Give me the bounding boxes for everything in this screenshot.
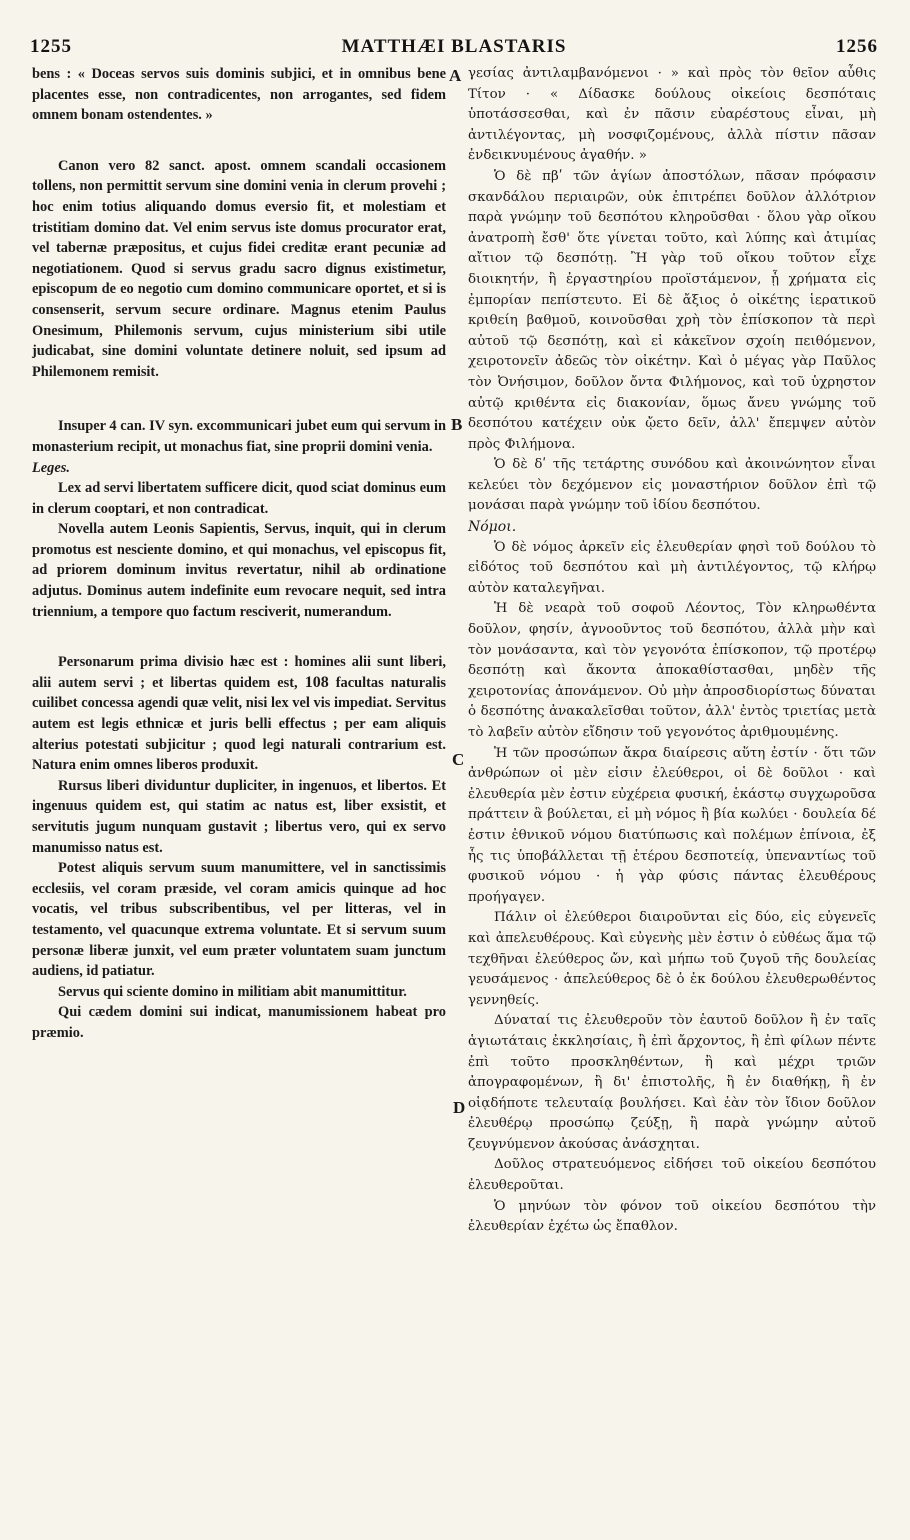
section-marker-d: D bbox=[453, 1098, 466, 1117]
greek-paragraph: Ὁ δὲ δʹ τῆς τετάρτης συνόδου καὶ ἀκοινώνητον εἶναι κελεύει τὸν δεχόμενον εἰς μοναστήριον δοῦλον ἐπὶ τῷ μονάσαι παρὰ γνώμην τοῦ ἰδίου δεσπότου. bbox=[468, 457, 876, 514]
reference-number: 108 bbox=[304, 673, 329, 691]
greek-paragraph: γεσίας ἀντιλαμβανόμενοι · » καὶ πρὸς τὸν θεῖον αὖθις Τίτον · « Δίδασκε δούλους οἰκείοις δεσπόταις ὑποτάσσεσθαι, καὶ ἐν πᾶσιν εὐαρέστους εἶναι, μὴ ἀντιλέγοντας, μὴ νοσφιζομένους, ἀλλὰ πίστιν πᾶσαν ἐνδεικνυμένους ἀγαθήν. » bbox=[468, 66, 876, 164]
latin-paragraph: Potest aliquis servum suum manumittere, vel in sanctissimis ecclesiis, vel coram præside, vel coram amicis quinque ad hoc vocatis, vel tribus subscribentibus, vel per litteras, vel in testamento, vel quacunque extrema voluntate. Et si servum suum personæ liberæ junxit, vel eum præter voluntatem suam junctum audiens, id patiatur. bbox=[32, 860, 446, 980]
latin-paragraph: Rursus liberi dividuntur dupliciter, in ingenuos, et libertos. Et ingenuus quidem est, qui statim ac natus est, liber exsistit, et servitutis jugum nunquam gustavit ; libertus vero, qui ex servo manumisso natus est. bbox=[32, 777, 446, 856]
section-heading-nomoi: Νόμοι. bbox=[468, 519, 517, 536]
greek-paragraph: Ὁ δὲ πβʹ τῶν ἁγίων ἀποστόλων, πᾶσαν πρόφασιν σκανδάλου περιαιρῶν, οὐκ ἐπιτρέπει δοῦλον ἀλλότριον παρὰ γνώμην τοῦ δεσπότου κληροῦσθαι · ὅλου γὰρ οἴκου ἀνατροπὴ ἔσθ' ὅτε γίνεται τοῦτο, καὶ λύπης καὶ ἀτιμίας αἴτιον τῷ δεσπότῃ. Ἢ γὰρ τοῦ οἴκου τοῦτον εἶχε διοικητήν, ἢ ἐργαστηρίου προϊστάμενον, ᾗ χρήματα εἰς ἐμπορίαν πεπίστευτο. Εἰ δὲ ἄξιος ὁ οἰκέτης ἱερατικοῦ κριθείη βαθμοῦ, κοινοῦσθαι χρὴ τὸν ἐπίσκοπον τὰ περὶ αὐτοῦ τῷ δεσπότῃ, καὶ εἰ κἀκεῖνον σχοίη πειθόμενον, χειροτονεῖν ἀδεῶς τὸν οἰκέτην. Καὶ ὁ μέγας γὰρ Παῦλος τὸν Ὀνήσιμον, δοῦλον ὄντα Φιλήμονος, καὶ τοῦ ὑχρηστον αὐτῷ κριθέντα εἰς διακονίαν, ὅμως ἄνευ γνώμης τοῦ δεσπότου κατέχειν οὐκ ᾤετο δεῖν, ἀλλ' ἔπεμψεν αὐτὸν πρὸς Φιλήμονα. bbox=[468, 168, 876, 452]
page-header bbox=[30, 36, 878, 62]
latin-paragraph: bens : « Doceas servos suis dominis subjici, et in omnibus bene placentes esse, non contradicentes, non arrogantes, sed fidem omnem bonam ostendentes. » bbox=[32, 66, 446, 124]
running-title: MATTHÆI BLASTARIS bbox=[341, 36, 567, 57]
greek-paragraph: Ὁ μηνύων τὸν φόνον τοῦ οἰκείου δεσπότου τὴν ἐλευθερίαν ἐχέτω ὡς ἔπαθλον. bbox=[468, 1198, 876, 1235]
latin-text: Personarum prima divisio hæc est : homines alii sunt liberi, alii autem servi ; et libertas quidem est, bbox=[32, 654, 446, 691]
section-heading-leges: Leges. bbox=[32, 459, 70, 476]
latin-paragraph: Servus qui sciente domino in militiam abit manumittitur. bbox=[58, 983, 407, 1000]
section-marker-a: A bbox=[449, 66, 462, 85]
latin-column bbox=[32, 64, 446, 1044]
latin-paragraph: Lex ad servi libertatem sufficere dicit, quod sciat dominus eum in clerum cooptari, et non contradicat. bbox=[32, 480, 446, 517]
greek-paragraph: Δοῦλος στρατευόμενος εἰδήσει τοῦ οἰκείου δεσπότου ἐλευθεροῦται. bbox=[468, 1157, 876, 1194]
greek-paragraph: Ἡ δὲ νεαρὰ τοῦ σοφοῦ Λέοντος, Τὸν κληρωθέντα δοῦλον, φησίν, ἀγνοοῦντος τοῦ δεσπότου, ἀλλὰ μὴν καὶ τὸν μονάσαντα, καὶ τὸν γεγονότα ἐπίσκοπον, τῷ προτέρῳ δεσπότῃ καὶ ἄκοντα ἀποκαθίστασθαι, μηδὲν τῆς χειροτονίας ἀπονάμενον. Οὐ μὴν ἀπροσδιορίστως δύναται ὁ δεσπότης ἀνακαλεῖσθαι τοῦτον, ἀλλ' ἐντὸς τριετίας μετὰ τὸ λαβεῖν αὐτὸν εἴδησιν τοῦ γεγονότος ἀριθμουμένης. bbox=[468, 601, 876, 740]
greek-paragraph: Πάλιν οἱ ἐλεύθεροι διαιροῦνται εἰς δύο, εἰς εὐγενεῖς καὶ ἀπελευθέρους. Καὶ εὐγενὴς μὲν ἐστιν ὁ εὐθέως ἅμα τῷ τεχθῆναι ἐλεύθερος ὤν, καὶ μήπω τοῦ ζυγοῦ τῆς δουλείας γευσάμενος · ἀπελεύθερος δὲ ὁ ἐκ δούλου ἐλευθερωθέντος γεννηθείς. bbox=[468, 910, 876, 1008]
latin-paragraph: Canon vero 82 sanct. apost. omnem scandali occasionem tollens, non permittit servum sine domini venia in clerum provehi ; hoc enim totius aliquando domus eversio fit, et molestiam et tristitiam domino dat. Vel enim servus iste domus procurator erat, vel tabernæ præpositus, et cujus fidei creditæ erant pecuniæ ad negotiationem. Quod si servus gradu sacro dignus existimetur, episcopum de eo negotio cum domino communicare oportet, et si is consenserit, servum secure ordinare. Magnus etenim Paulus Onesimum, Philemonis servum, cujus ministerium sibi utile judicabat, sine domini voluntate detinere noluit, sed ipsum ad Philemonem remisit. bbox=[32, 157, 446, 380]
latin-paragraph: Insuper 4 can. IV syn. excommunicari jubet eum qui servum in monasterium recipit, ut monachus fiat, sine proprii domini venia. bbox=[32, 418, 446, 455]
section-marker-c: C bbox=[452, 750, 465, 769]
latin-paragraph: Novella autem Leonis Sapientis, Servus, inquit, qui in clerum promotus est nesciente domino, et qui monachus, vel episcopus fit, ad priorem dominum invitus revertatur, nihil ab ordinatione adjutus. Dominus autem indefinite eum revocare nequit, sed intra triennium, a tempore quo factum resciverit, numerandum. bbox=[32, 521, 446, 620]
latin-text: facultas naturalis cuilibet concessa agendi quæ velit, nisi lex vel vis impediat. Servitus autem est legis ethnicæ et juris belli effectus ; per eam aliquis alterius potestati subjicitur ; quod legi naturali contrarium est. Natura enim omnes liberos produxit. bbox=[32, 674, 446, 774]
greek-column bbox=[468, 64, 876, 1238]
latin-paragraph: Qui cædem domini sui indicat, manumissionem habeat pro præmio. bbox=[32, 1004, 446, 1041]
greek-paragraph: Ἡ τῶν προσώπων ἄκρα διαίρεσις αὕτη ἐστίν · ὅτι τῶν ἀνθρώπων οἱ μὲν εἰσιν ἐλεύθεροι, οἱ δὲ δοῦλοι · καὶ ἐλευθερία μὲν ἐστιν εὐχέρεια φυσική, ἑκάστῳ συγχωροῦσα πράττειν ἃ βούλεται, εἰ μὴ νόμος ἢ βία κωλύει · δουλεία δέ ἐστιν ἐθνικοῦ νόμου διατύπωσις καὶ πολέμων ἐπίνοια, ἐξ ἧς τις ὑποβάλλεται τῇ ἑτέρου δεσποτείᾳ, ὑπεναντίως τοῦ φυσικοῦ νόμου · ἡ γὰρ φύσις πάντας ἐλευθέρους προήγαγεν. bbox=[468, 745, 876, 905]
latin-paragraph bbox=[32, 652, 446, 776]
page-number-right: 1256 bbox=[836, 36, 878, 57]
section-marker-b: B bbox=[451, 415, 463, 434]
greek-paragraph: Δύναταί τις ἐλευθεροῦν τὸν ἑαυτοῦ δοῦλον ἢ ἐν ταῖς ἁγιωτάταις ἐκκλησίαις, ἢ ἐπὶ ἄρχοντος, ἢ ἐπὶ φίλων πέντε ἐπὶ τοῦτο προσκληθέντων, ἢ καὶ μέχρι τριῶν ἀπογραφομένων, ἢ δι' ἐπιστολῆς, ἢ ἐν διαθήκῃ, ἢ ἐν οἱᾳδήποτε τελευταίᾳ βουλήσει. Καὶ ἐὰν τὸν ἴδιον δοῦλον ἐλευθέρῳ προσώπῳ ζεύξῃ, ἢ παρὰ γνώμην αὐτοῦ ζευγνύμενον ἀκούσας ἀνάσχηται. bbox=[468, 1013, 876, 1152]
page-number-left: 1255 bbox=[30, 36, 72, 57]
greek-paragraph: Ὁ δὲ νόμος ἀρκεῖν εἰς ἐλευθερίαν φησὶ τοῦ δούλου τὸ εἰδότος τοῦ δεσπότου καὶ μὴ ἀντιλέγοντος, τῷ κλήρῳ αὐτὸν καταλεγῆναι. bbox=[468, 539, 876, 596]
